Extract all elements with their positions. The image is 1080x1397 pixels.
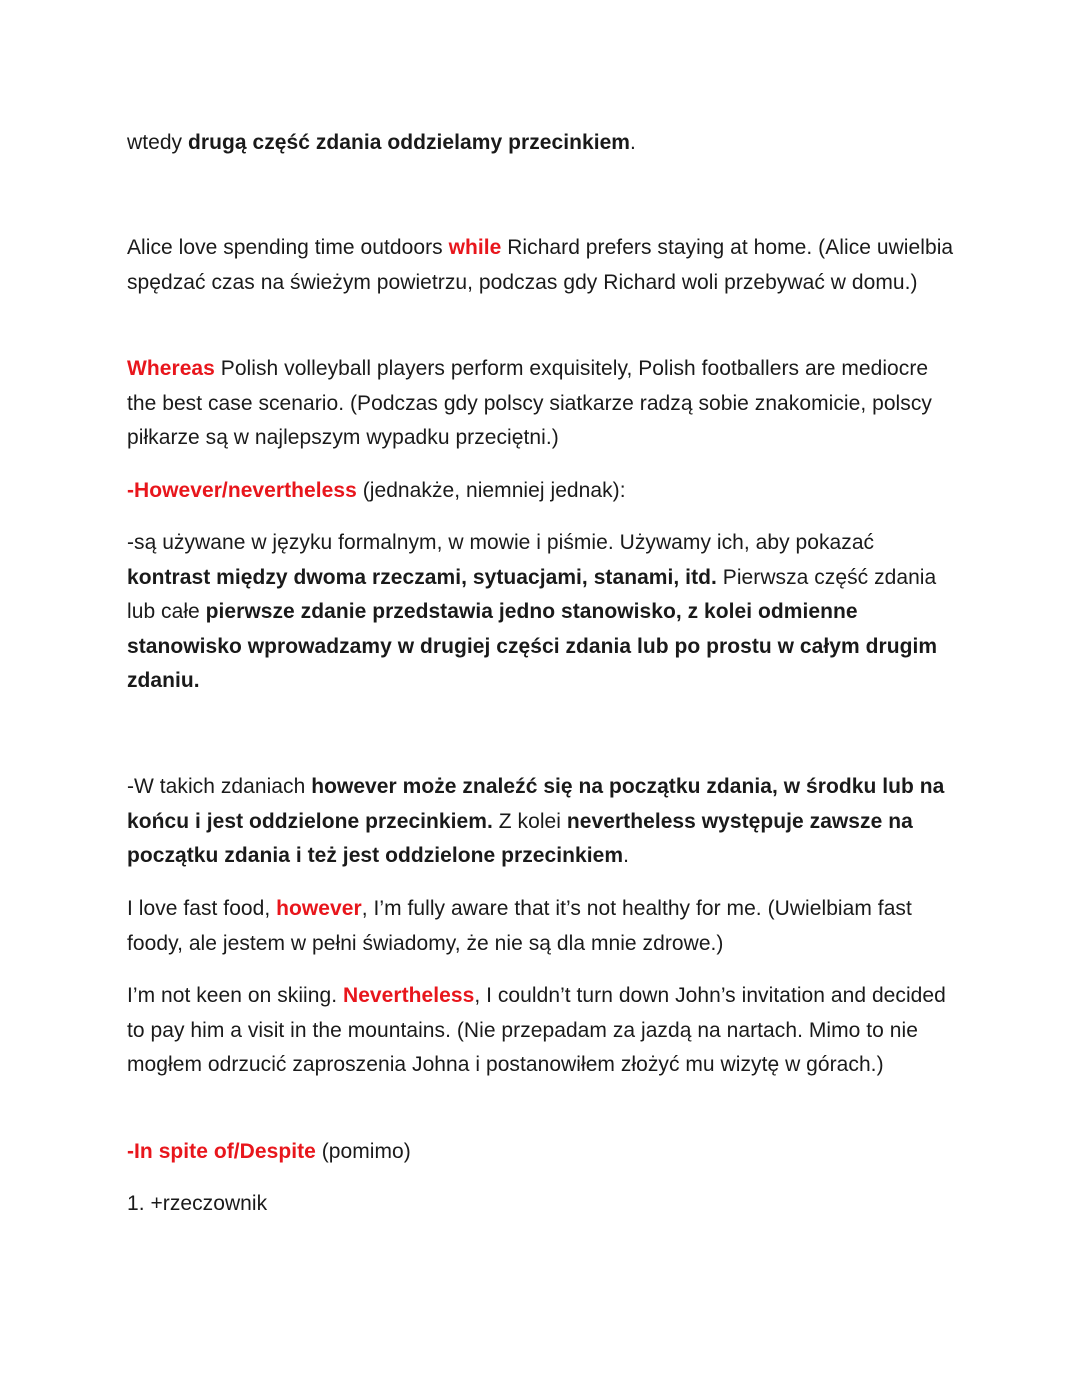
text-segment: Alice love spending time outdoors [127,236,449,259]
text-segment: (jednakże, niemniej jednak): [356,479,626,502]
bold-segment: pierwsze zdanie przedstawia jedno stanowisko, z kolei odmienne stanowisko wprowadzamy w drugiej części zdania lub po prostu w całym drugim zdaniu. [127,600,938,692]
paragraph-comma-rule [127,126,957,161]
example-however [127,892,957,961]
text-segment: I’m not keen on skiing. [127,984,343,1007]
bold-segment: nevertheless występuje zawsze na początku zdania i też jest oddzielone przecinkiem [127,809,913,867]
heading-however-nevertheless [127,474,957,509]
heading-in-spite-of-despite [127,1135,957,1170]
text-segment: -są używane w języku formalnym, w mowie i piśmie. Używamy ich, aby pokazać [127,531,875,554]
keyword-whereas: Whereas [127,357,215,380]
text-segment: wtedy [127,131,188,154]
example-while [127,231,957,300]
text-segment: 1. +rzeczownik [127,1192,268,1215]
bold-segment: kontrast między dwoma rzeczami, sytuacjami, stanami, itd. [127,565,717,589]
text-segment: (pomimo) [315,1140,411,1163]
list-item-noun [127,1187,957,1222]
text-segment: Z kolei [492,809,567,833]
bold-segment: drugą część zdania oddzielamy przecinkiem [188,131,631,154]
text-segment: . [630,131,636,154]
text-segment: , I couldn’t turn down John’s invitation and decided to pay him a visit in the mountains. (Nie przepadam za jazdą na nartach. Mimo to nie mogłem odrzucić zaproszenia Johna i postanowiłem złożyć mu wizytę w górach.) [127,984,946,1076]
text-segment: Richard prefers staying at home. (Alice uwielbia spędzać czas na świeżym powietrzu, podczas gdy Richard woli przebywać w domu.) [127,236,954,294]
keyword-however: however [276,897,362,920]
text-segment: I love fast food, [127,897,277,920]
text-segment: Polish volleyball players perform exquisitely, Polish footballers are mediocre the best case scenario. (Podczas gdy polscy siatkarze radzą sobie znakomicie, polscy piłkarze są w najlepszym wypadku przeciętni.) [127,357,932,449]
bold-segment: however może znaleźć się na początku zdania, w środku lub na końcu i jest oddzielone przecinkiem. [127,775,945,833]
example-whereas [127,352,957,456]
explanation-however-usage [127,526,957,699]
text-segment: Pierwsza część zdania lub całe [127,565,937,623]
text-segment: . [623,844,629,867]
text-segment: , I’m fully aware that it’s not healthy for me. (Uwielbiam fast foody, ale jestem w pełni świadomy, że nie są dla mnie zdrowe.) [127,897,912,955]
keyword-however-nevertheless: -However/nevertheless [127,479,357,502]
explanation-however-position [127,770,957,874]
text-segment: -W takich zdaniach [127,775,312,798]
example-nevertheless [127,979,957,1083]
keyword-nevertheless: Nevertheless [342,984,475,1007]
keyword-in-spite-of-despite: -In spite of/Despite [127,1140,316,1163]
keyword-while: while [448,236,502,259]
